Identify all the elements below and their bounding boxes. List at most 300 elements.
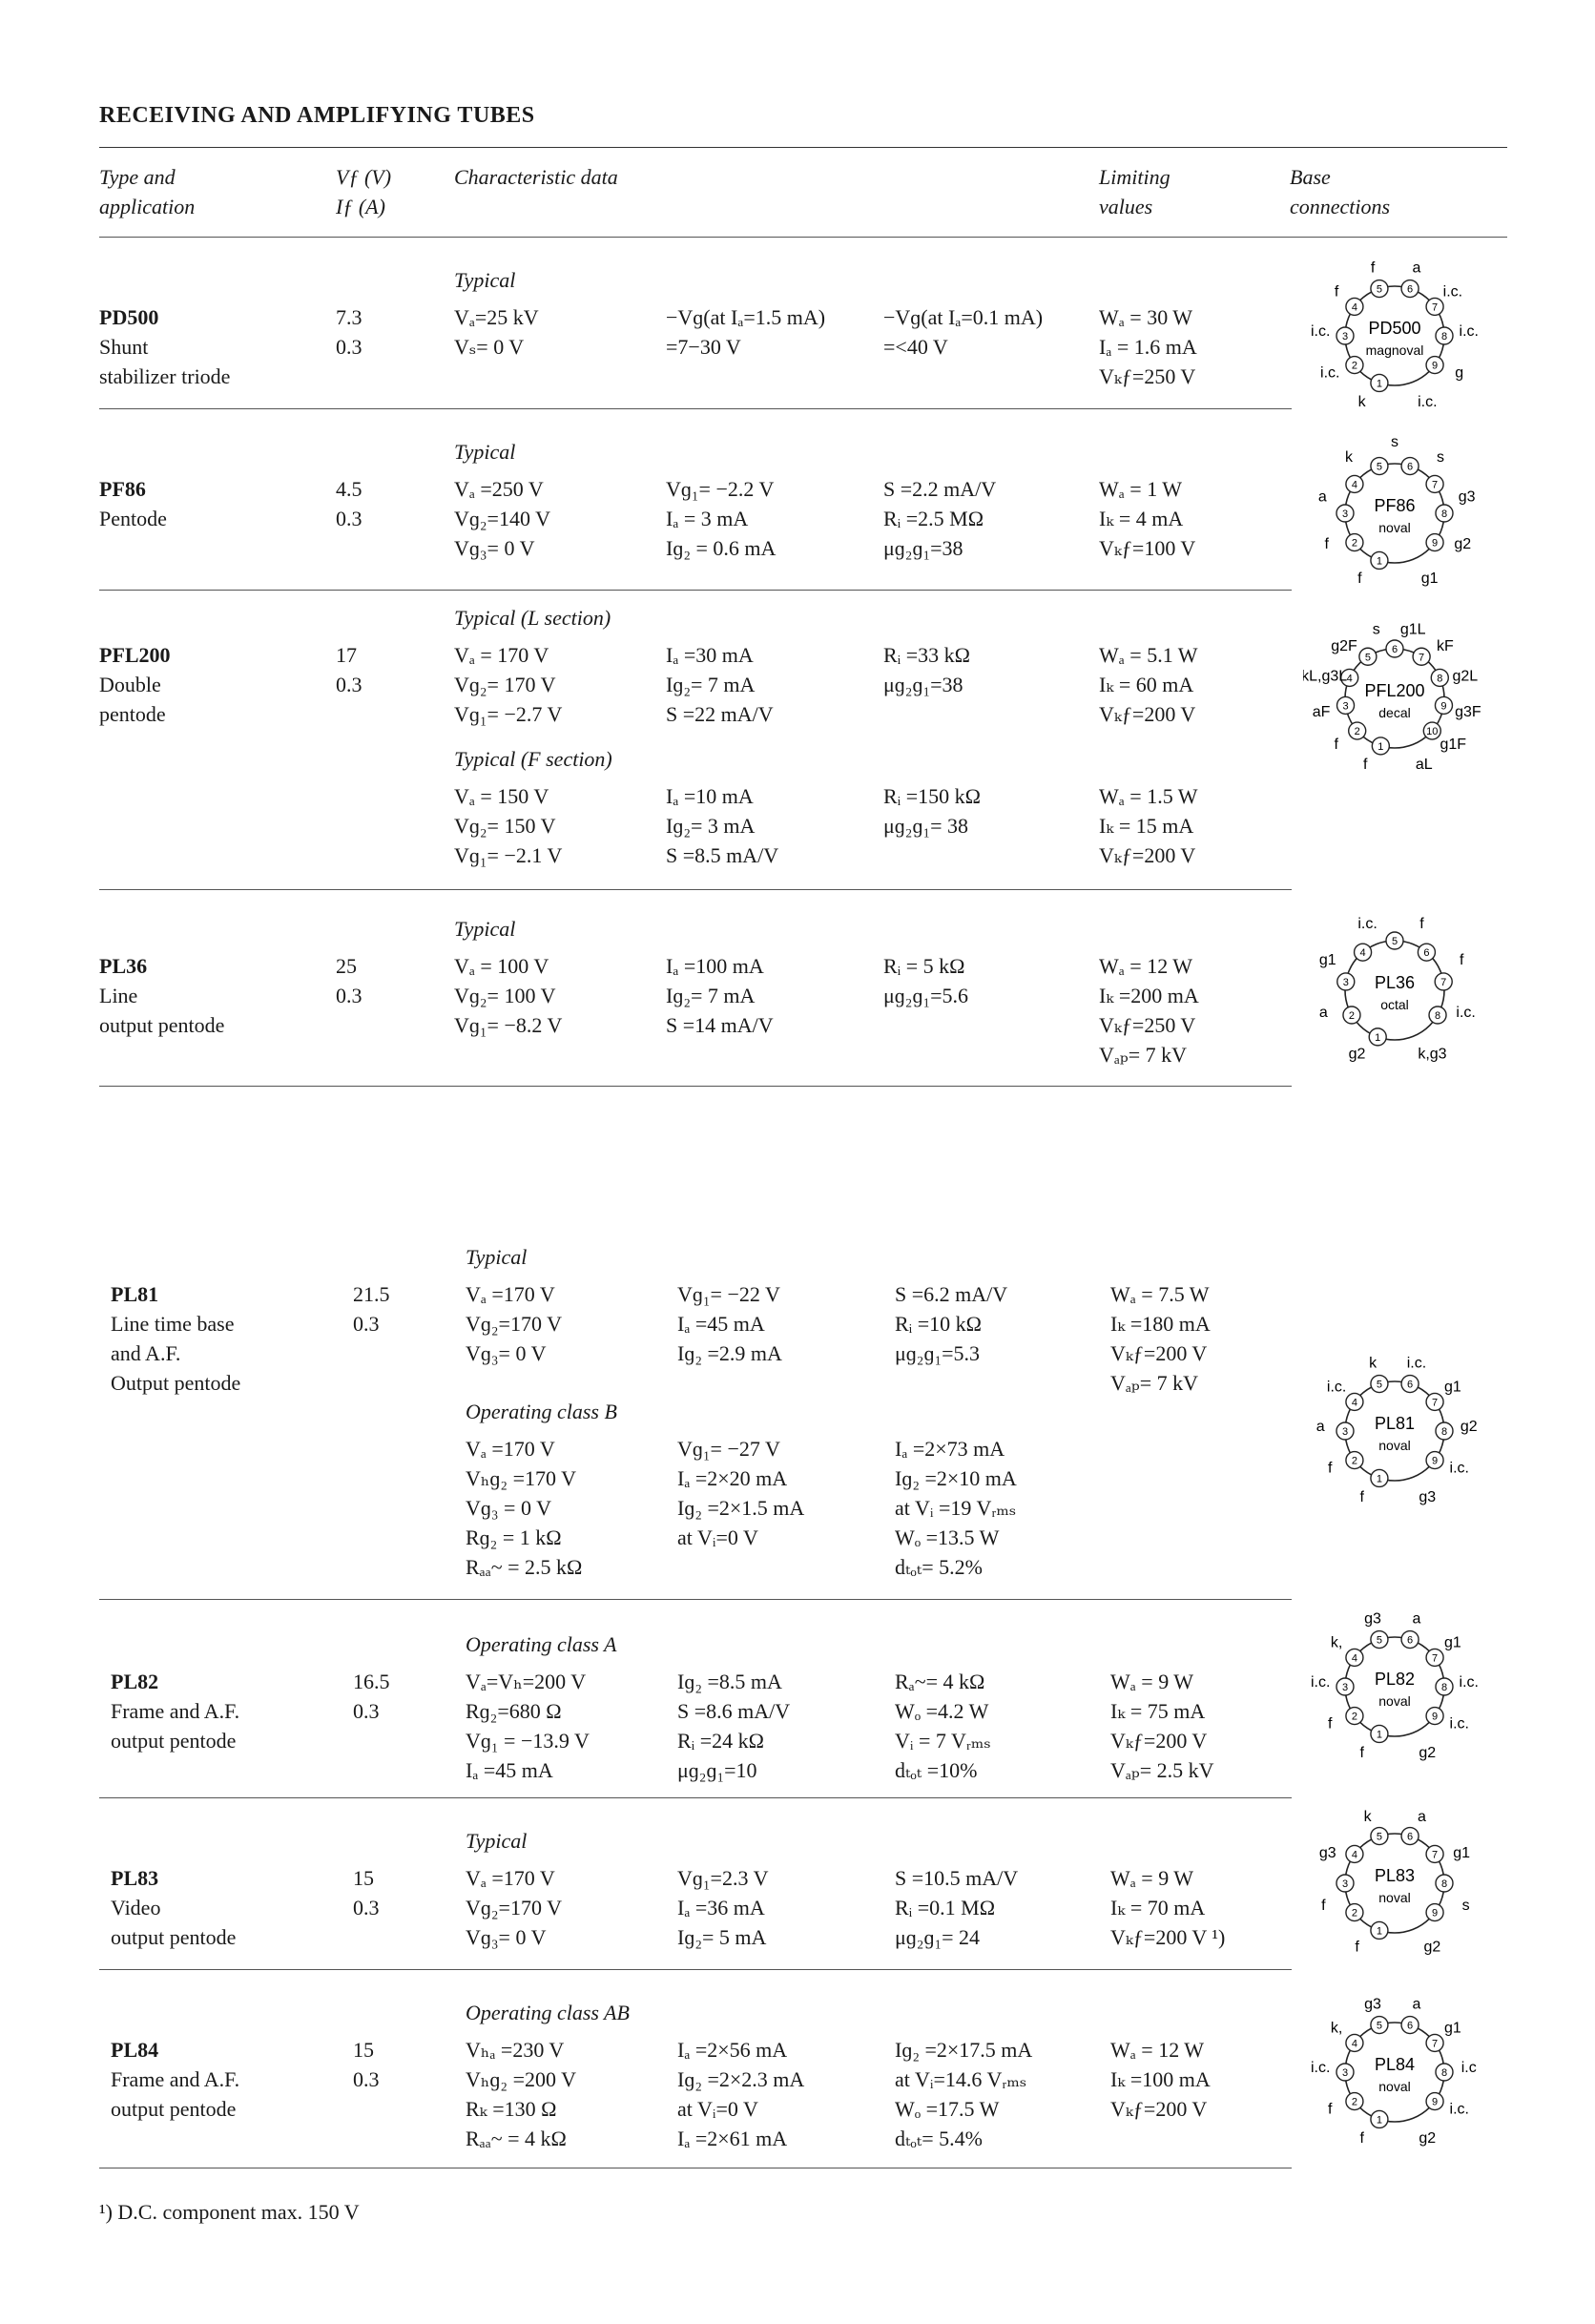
data-cell: Vɡ₁= −2.7 V (454, 702, 563, 726)
base-electrode-tag: i.c. (1449, 1460, 1469, 1477)
block-label: Typical (466, 1829, 528, 1853)
data-cell: Iɡ₂= 7 mA (666, 673, 756, 696)
base-pin-number: 7 (1432, 301, 1439, 314)
data-cell: Vɡ₃ = 0 V (466, 1496, 551, 1520)
base-pin-number: 1 (1376, 378, 1382, 390)
data-cell: =<40 V (883, 335, 948, 359)
base-electrode-tag: kF (1437, 638, 1454, 655)
base-electrode-tag: g2F (1331, 638, 1357, 655)
data-cell: S =10.5 mA/V (895, 1866, 1019, 1890)
block-label: Operating class A (466, 1632, 617, 1656)
data-cell: μɡ₂ɡ₁=38 (883, 673, 963, 696)
base-pin-number: 10 (1426, 726, 1439, 738)
data-cell: Wₐ = 5.1 W (1099, 643, 1198, 667)
tube-application: Line time base (111, 1312, 235, 1336)
base-pin-number: 2 (1351, 1455, 1357, 1467)
data-cell: Iɡ₂ =2×17.5 mA (895, 2038, 1033, 2062)
tube-application: output pentode (111, 2097, 237, 2121)
base-electrode-tag: f (1359, 1745, 1364, 1761)
base-electrode-tag: g2 (1423, 1939, 1441, 1956)
base-electrode-tag: f (1370, 259, 1376, 277)
base-electrode-tag: f (1321, 1898, 1326, 1915)
data-cell: Vₖƒ=200 V (1110, 2097, 1208, 2121)
data-cell: Iₖ =200 mA (1099, 984, 1199, 1007)
data-cell: Vɡ₂=140 V (454, 507, 550, 530)
base-socket-label: octal (1380, 997, 1409, 1012)
header-base (1290, 162, 1390, 221)
tube-application: output pentode (99, 1013, 225, 1037)
tube-if: 0.3 (353, 1312, 380, 1336)
data-cell: dₜₒₜ= 5.4% (895, 2127, 983, 2150)
data-cell: μɡ₂ɡ₁=5.3 (895, 1341, 981, 1365)
base-diagram-svg (1303, 425, 1494, 588)
base-electrode-tag: a (1317, 488, 1327, 506)
base-pin-number: 1 (1376, 555, 1382, 568)
data-cell: =7−30 V (666, 335, 741, 359)
base-pin-number: 6 (1391, 644, 1398, 655)
base-socket-label: decal (1378, 705, 1411, 720)
base-electrode-tag: g1 (1443, 1634, 1461, 1651)
data-cell: Vₐ =170 V (466, 1866, 555, 1890)
block-label: Operating class AB (466, 2001, 630, 2024)
base-electrode-tag: i.c (1460, 2060, 1477, 2077)
title-rule (99, 147, 1507, 148)
data-cell: S =8.5 mA/V (666, 843, 779, 867)
base-pin-number: 7 (1440, 976, 1447, 988)
data-cell: Iₖ = 60 mA (1099, 673, 1194, 696)
base-electrode-tag: g2 (1419, 2130, 1437, 2147)
data-cell: Iₖ = 75 mA (1110, 1699, 1206, 1723)
block-label: Typical (F section) (454, 747, 612, 771)
tube-type-name: PL81 (111, 1282, 159, 1306)
base-pin-number: 5 (1376, 2020, 1382, 2032)
header-text: Iƒ (A) (336, 195, 385, 218)
base-pin-number: 4 (1351, 1849, 1357, 1861)
data-cell: Wₐ = 30 W (1099, 305, 1193, 329)
base-type-label: PF86 (1374, 496, 1416, 515)
base-type-label: PL36 (1374, 973, 1416, 992)
data-cell: Iₖ = 15 mA (1099, 814, 1194, 838)
base-pin-number: 9 (1440, 700, 1447, 713)
row-separator (99, 408, 1292, 409)
base-pin-number: 8 (1434, 1010, 1441, 1022)
base-pin-number: 5 (1376, 1379, 1382, 1391)
base-electrode-tag: g1F (1440, 737, 1467, 754)
base-pin-number: 7 (1432, 1397, 1439, 1409)
data-cell: Vɡ₂= 100 V (454, 984, 556, 1007)
base-electrode-tag: i.c. (1459, 1674, 1479, 1691)
base-pin-number: 7 (1432, 2038, 1439, 2050)
base-electrode-tag: k (1357, 394, 1366, 410)
base-type-label: PL82 (1374, 1670, 1416, 1689)
base-electrode-tag: i.c. (1311, 1674, 1331, 1691)
base-pin-number: 2 (1351, 1711, 1357, 1723)
base-socket-label: noval (1378, 2079, 1411, 2094)
base-pin-number: 4 (1351, 479, 1357, 491)
data-cell: Wₐ = 12 W (1110, 2038, 1205, 2062)
data-cell: Wₐ = 7.5 W (1110, 1282, 1210, 1306)
base-electrode-tag: i.c. (1442, 283, 1463, 301)
base-pin-number: 4 (1346, 673, 1353, 685)
base-electrode-tag: i.c. (1449, 2101, 1469, 2118)
base-type-label: PL83 (1374, 1866, 1416, 1885)
data-cell: Rᵢ =10 kΩ (895, 1312, 983, 1336)
base-electrode-tag: g2L (1452, 668, 1479, 685)
base-electrode-tag: i.c. (1326, 1379, 1347, 1396)
data-cell: Iɡ₂= 3 mA (666, 814, 756, 838)
tube-application: Output pentode (111, 1371, 241, 1395)
data-cell: S =22 mA/V (666, 702, 774, 726)
tube-type-name: PFL200 (99, 643, 171, 667)
base-pin-number: 1 (1375, 1031, 1381, 1044)
base-diagram-svg (1303, 903, 1494, 1065)
data-cell: Vₐₚ= 7 kV (1099, 1043, 1187, 1067)
data-cell: at Vᵢ=0 V (677, 1525, 758, 1549)
tube-if: 0.3 (353, 1699, 380, 1723)
base-pin-number: 2 (1351, 537, 1357, 550)
header-char: Characteristic data (454, 165, 618, 189)
base-electrode-tag: f (1334, 737, 1338, 754)
base-electrode-tag: s (1461, 1898, 1470, 1915)
data-cell: Vₐₚ= 7 kV (1110, 1371, 1198, 1395)
base-electrode-tag: g (1455, 364, 1464, 382)
tube-vf: 4.5 (336, 477, 362, 501)
data-cell: μɡ₂ɡ₁= 38 (883, 814, 969, 838)
data-cell: Iₐ = 3 mA (666, 507, 749, 530)
row-separator (99, 1086, 1292, 1087)
tube-type-name: PL84 (111, 2038, 159, 2062)
data-cell: Wₐ = 9 W (1110, 1670, 1194, 1693)
base-diagram-svg (1303, 1343, 1494, 1505)
tube-vf: 7.3 (336, 305, 362, 329)
base-electrode-tag: g1L (1399, 621, 1426, 638)
data-cell: Iₐ =2×61 mA (677, 2127, 788, 2150)
base-pin-number: 3 (1341, 508, 1349, 520)
base-pin-number: 8 (1440, 1878, 1448, 1890)
base-electrode-tag: g2 (1460, 1419, 1478, 1436)
base-electrode-tag: k,g3 (1418, 1046, 1447, 1063)
data-cell: Vₖƒ=200 V (1099, 702, 1196, 726)
base-electrode-tag: a (1318, 1005, 1328, 1022)
data-cell: Iₖ =180 mA (1110, 1312, 1211, 1336)
data-cell: Vₐ =170 V (466, 1282, 555, 1306)
data-cell: Rᵢ =150 kΩ (883, 784, 982, 808)
base-diagram-svg (1303, 611, 1494, 773)
base-type-label: PL84 (1374, 2055, 1416, 2074)
base-pin-number: 3 (1341, 1682, 1349, 1693)
data-cell: Rₐₐ~ = 4 kΩ (466, 2127, 567, 2150)
base-electrode-tag: kL,g3L (1303, 668, 1348, 685)
base-connection-diagram (1303, 425, 1494, 588)
data-cell: Vɡ₂= 150 V (454, 814, 556, 838)
base-electrode-tag: g1 (1420, 571, 1439, 588)
base-pin-number: 9 (1432, 537, 1439, 550)
data-cell: Wₒ =4.2 W (895, 1699, 989, 1723)
base-pin-number: 4 (1351, 1397, 1357, 1409)
data-cell: Vɡ₁ = −13.9 V (466, 1729, 590, 1753)
base-electrode-tag: a (1315, 1419, 1325, 1436)
tube-application: output pentode (111, 1729, 237, 1753)
base-electrode-tag: s (1437, 449, 1445, 467)
base-pin-number: 3 (1342, 976, 1349, 988)
base-pin-number: 6 (1407, 1831, 1414, 1843)
data-cell: Vɡ₁=2.3 V (677, 1866, 769, 1890)
base-pin-number: 3 (1341, 2067, 1349, 2079)
base-socket-label: noval (1378, 520, 1411, 535)
base-electrode-tag: f (1362, 757, 1368, 773)
base-electrode-tag: a (1412, 1996, 1421, 2013)
data-cell: Iₖ =100 mA (1110, 2067, 1211, 2091)
data-cell: Vₐ =250 V (454, 477, 544, 501)
data-cell: Vₕɡ₂ =200 V (466, 2067, 576, 2091)
data-cell: Rₐ~= 4 kΩ (895, 1670, 985, 1693)
base-electrode-tag: k (1369, 1355, 1378, 1372)
data-cell: dₜₒₜ= 5.2% (895, 1555, 983, 1579)
tube-type-name: PF86 (99, 477, 146, 501)
base-pin-number: 9 (1432, 2096, 1439, 2108)
data-cell: Iₐ = 1.6 mA (1099, 335, 1197, 359)
data-cell: Rɡ₂ = 1 kΩ (466, 1525, 562, 1549)
base-pin-number: 8 (1440, 508, 1448, 520)
base-pin-number: 2 (1351, 2096, 1357, 2108)
base-electrode-tag: g2 (1419, 1745, 1437, 1761)
header-vf-if (336, 162, 391, 221)
data-cell: Rₐₐ~ = 2.5 kΩ (466, 1555, 583, 1579)
data-cell: Iₐ =30 mA (666, 643, 754, 667)
base-type-label: PD500 (1368, 319, 1421, 338)
base-pin-number: 2 (1354, 726, 1360, 738)
base-pin-number: 2 (1348, 1010, 1356, 1022)
data-cell: Iɡ₂= 5 mA (677, 1925, 767, 1949)
base-pin-number: 4 (1351, 301, 1357, 314)
data-cell: Vᵢ = 7 Vᵣₘₛ (895, 1729, 991, 1753)
tube-application: Line (99, 984, 138, 1007)
data-cell: Vɡ₃= 0 V (466, 1925, 547, 1949)
base-pin-number: 2 (1351, 360, 1357, 372)
footnote: ¹) D.C. component max. 150 V (99, 2200, 360, 2224)
header-rule (99, 237, 1507, 238)
data-cell: dₜₒₜ =10% (895, 1758, 978, 1782)
data-cell: Vₖƒ=200 V (1110, 1341, 1208, 1365)
data-cell: Iɡ₂ =2×10 mA (895, 1466, 1017, 1490)
data-cell: Iₐ =45 mA (466, 1758, 553, 1782)
base-electrode-tag: f (1328, 2101, 1333, 2118)
section-title: RECEIVING AND AMPLIFYING TUBES (99, 103, 535, 128)
base-pin-number: 1 (1376, 1925, 1382, 1938)
base-pin-number: 6 (1423, 947, 1430, 960)
row-separator (99, 889, 1292, 890)
block-label: Typical (454, 440, 516, 464)
base-electrode-tag: f (1355, 1939, 1359, 1956)
base-pin-number: 6 (1407, 1379, 1414, 1391)
base-electrode-tag: g3 (1318, 1844, 1336, 1861)
base-pin-number: 5 (1376, 1634, 1382, 1647)
header-text: Limiting (1099, 165, 1170, 189)
base-pin-number: 5 (1364, 652, 1371, 664)
tube-application: output pentode (111, 1925, 237, 1949)
base-electrode-tag: g3F (1455, 703, 1481, 720)
base-electrode-tag: aF (1312, 703, 1331, 720)
data-cell: Vɡ₃= 0 V (454, 536, 535, 560)
base-electrode-tag: i.c. (1311, 2060, 1331, 2077)
data-cell: Wₐ = 1.5 W (1099, 784, 1198, 808)
header-text: Base (1290, 165, 1331, 189)
row-separator (99, 1797, 1292, 1798)
header-text: application (99, 195, 196, 218)
base-type-label: PFL200 (1364, 681, 1425, 700)
tube-vf: 15 (353, 2038, 374, 2062)
data-cell: Vɡ₃= 0 V (466, 1341, 547, 1365)
base-pin-number: 7 (1432, 1849, 1439, 1861)
data-cell: Rᵢ =24 kΩ (677, 1729, 765, 1753)
header-text: Vƒ (V) (336, 165, 392, 189)
row-separator (99, 1599, 1292, 1600)
base-diagram-svg (1303, 1795, 1494, 1958)
base-connection-diagram (1303, 903, 1494, 1065)
block-label: Typical (466, 1245, 528, 1269)
tube-application: pentode (99, 702, 166, 726)
data-cell: at Vᵢ =19 Vᵣₘₛ (895, 1496, 1017, 1520)
data-cell: Wₐ = 12 W (1099, 954, 1193, 978)
data-cell: S =14 mA/V (666, 1013, 774, 1037)
tube-type-name: PL82 (111, 1670, 159, 1693)
tube-vf: 15 (353, 1866, 374, 1890)
tube-if: 0.3 (336, 673, 362, 696)
header-text: values (1099, 195, 1153, 218)
data-cell: Iₐ =10 mA (666, 784, 754, 808)
base-pin-number: 8 (1440, 1426, 1448, 1438)
base-electrode-tag: f (1324, 535, 1329, 552)
data-cell: Vₖƒ=100 V (1099, 536, 1196, 560)
data-cell: Iₐ =45 mA (677, 1312, 765, 1336)
data-cell: Rᵢ =0.1 MΩ (895, 1896, 996, 1919)
base-electrode-tag: i.c. (1320, 364, 1340, 382)
base-pin-number: 7 (1432, 479, 1439, 491)
data-cell: Iₐ =2×56 mA (677, 2038, 788, 2062)
data-cell: Rɡ₂=680 Ω (466, 1699, 562, 1723)
base-electrode-tag: g2 (1454, 535, 1472, 552)
base-socket-label: noval (1378, 1890, 1411, 1905)
data-cell: Rᵢ =2.5 MΩ (883, 507, 984, 530)
base-electrode-tag: g1 (1443, 1379, 1461, 1396)
tube-if: 0.3 (353, 1896, 380, 1919)
base-connection-diagram (1303, 1984, 1494, 2147)
data-cell: S =2.2 mA/V (883, 477, 997, 501)
header-text: Type and (99, 165, 176, 189)
tube-application: Shunt (99, 335, 149, 359)
base-electrode-tag: g1 (1443, 2020, 1461, 2037)
tube-if: 0.3 (336, 507, 362, 530)
base-pin-number: 8 (1440, 331, 1448, 342)
data-cell: Vₖƒ=200 V (1110, 1729, 1208, 1753)
data-cell: Rᵢ =33 kΩ (883, 643, 971, 667)
base-pin-number: 7 (1419, 652, 1425, 664)
data-cell: Vₕₐ =230 V (466, 2038, 565, 2062)
base-pin-number: 1 (1376, 2114, 1382, 2127)
data-cell: −Vɡ(at Iₐ=1.5 mA) (666, 305, 826, 329)
data-cell: at Vᵢ=0 V (677, 2097, 758, 2121)
base-connection-diagram (1303, 1343, 1494, 1505)
base-electrode-tag: a (1417, 1809, 1426, 1826)
base-diagram-svg (1303, 1599, 1494, 1761)
data-cell: Vɡ₁= −2.2 V (666, 477, 775, 501)
data-cell: Iₐ =36 mA (677, 1896, 765, 1919)
data-cell: Iₐ =2×20 mA (677, 1466, 788, 1490)
header-limiting (1099, 162, 1170, 221)
base-electrode-tag: g3 (1364, 1996, 1381, 2013)
base-pin-number: 6 (1407, 461, 1414, 473)
row-separator (99, 590, 1292, 591)
base-pin-number: 1 (1378, 740, 1384, 753)
tube-type-name: PD500 (99, 305, 159, 329)
data-cell: Vɡ₂= 170 V (454, 673, 556, 696)
data-cell: Vₐₚ= 2.5 kV (1110, 1758, 1214, 1782)
base-electrode-tag: i.c. (1449, 1715, 1469, 1733)
tube-if: 0.3 (336, 335, 362, 359)
data-cell: Iɡ₂= 7 mA (666, 984, 756, 1007)
base-electrode-tag: g3 (1419, 1489, 1437, 1505)
base-electrode-tag: a (1412, 1610, 1421, 1628)
tube-vf: 25 (336, 954, 357, 978)
base-electrode-tag: g1 (1318, 951, 1336, 968)
tube-application: Frame and A.F. (111, 1699, 240, 1723)
base-pin-number: 4 (1351, 1652, 1357, 1665)
base-electrode-tag: s (1372, 621, 1380, 638)
base-pin-number: 9 (1432, 1455, 1439, 1467)
tube-application: Pentode (99, 507, 167, 530)
block-label: Typical (L section) (454, 606, 611, 630)
base-electrode-tag: k, (1330, 2020, 1343, 2037)
block-label: Typical (454, 917, 516, 941)
base-electrode-tag: g3 (1364, 1610, 1381, 1628)
base-electrode-tag: i.c. (1456, 1005, 1476, 1022)
base-pin-number: 2 (1351, 1907, 1357, 1919)
data-cell: Vₕɡ₂ =170 V (466, 1466, 576, 1490)
base-electrode-tag: s (1391, 434, 1398, 450)
data-cell: −Vɡ(at Iₐ=0.1 mA) (883, 305, 1044, 329)
base-pin-number: 6 (1407, 2020, 1414, 2032)
base-diagram-svg (1303, 248, 1494, 410)
base-electrode-tag: f (1328, 1460, 1333, 1477)
base-electrode-tag: f (1359, 2130, 1364, 2147)
data-cell: Vɡ₂=170 V (466, 1312, 562, 1336)
base-pin-number: 6 (1407, 1634, 1414, 1647)
base-pin-number: 8 (1440, 2067, 1448, 2079)
data-cell: Vₐ=Vₕ=200 V (466, 1670, 587, 1693)
base-connection-diagram (1303, 611, 1494, 773)
data-cell: Iɡ₂ = 0.6 mA (666, 536, 777, 560)
base-socket-label: magnoval (1365, 342, 1424, 358)
base-electrode-tag: i.c. (1311, 323, 1331, 341)
tube-if: 0.3 (353, 2067, 380, 2091)
base-electrode-tag: f (1459, 951, 1464, 968)
tube-application: stabilizer triode (99, 364, 231, 388)
base-electrode-tag: k (1344, 449, 1353, 467)
data-cell: Iɡ₂ =2×1.5 mA (677, 1496, 805, 1520)
data-cell: μɡ₂ɡ₁=10 (677, 1758, 757, 1782)
data-cell: Vₖƒ=200 V (1099, 843, 1196, 867)
base-electrode-tag: f (1419, 916, 1424, 933)
base-electrode-tag: f (1357, 571, 1362, 588)
base-electrode-tag: k (1363, 1809, 1372, 1826)
data-cell: Wₐ = 1 W (1099, 477, 1183, 501)
tube-application: and A.F. (111, 1341, 181, 1365)
data-cell: μɡ₂ɡ₁=38 (883, 536, 963, 560)
tube-vf: 16.5 (353, 1670, 390, 1693)
data-cell: Iₖ = 70 mA (1110, 1896, 1206, 1919)
data-cell: Iɡ₂ =2.9 mA (677, 1341, 782, 1365)
base-electrode-tag: i.c. (1406, 1355, 1427, 1372)
